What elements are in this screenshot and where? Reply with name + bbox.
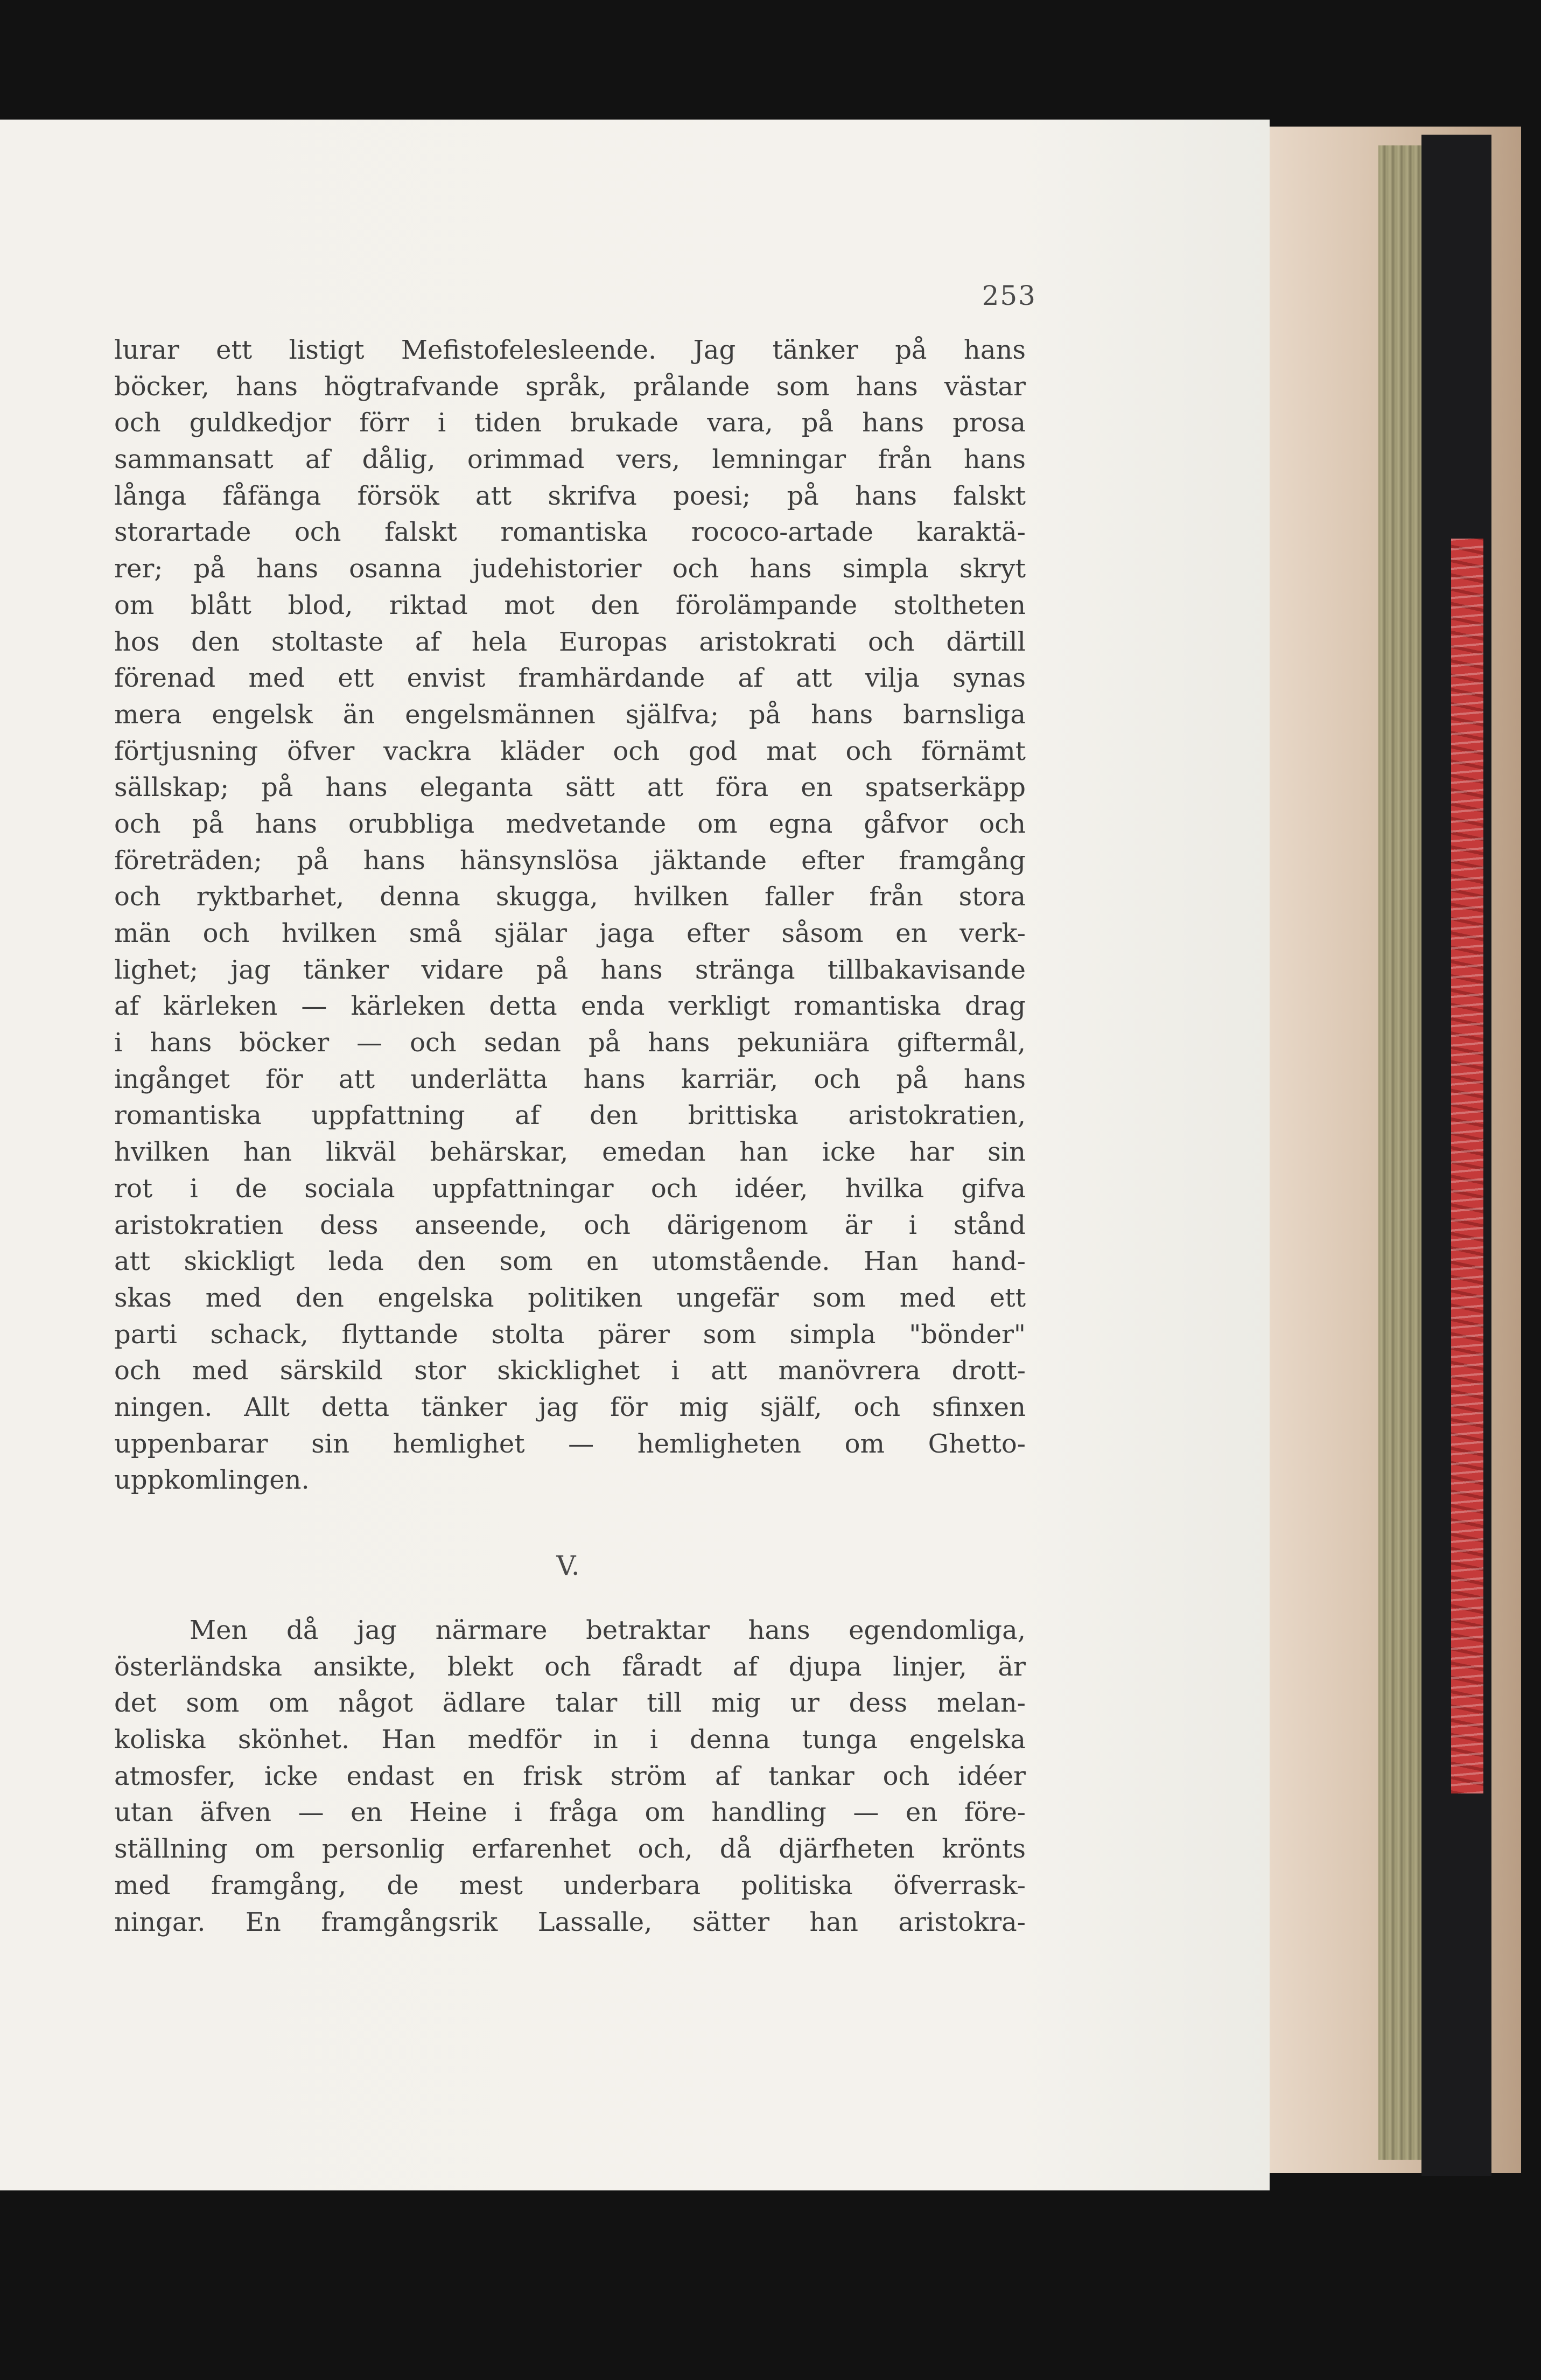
text-line: mera engelsk än engelsmännen själfva; på hans barnsliga xyxy=(114,699,1026,730)
text-line: romantiska uppfattning af den brittiska aristokratien, xyxy=(114,1100,1026,1131)
text-line: hvilken han likväl behärskar, emedan han icke har sin xyxy=(114,1137,1026,1168)
text-line: långa fåfänga försök att skrifva poesi; på hans falskt xyxy=(114,480,1026,511)
text-line: män och hvilken små själar jaga efter såsom en verk- xyxy=(114,918,1026,948)
text-line: att skickligt leda den som en utomstående. Han hand- xyxy=(114,1246,1026,1277)
text-line: parti schack, flyttande stolta pärer som simpla "bönder" xyxy=(114,1319,1026,1350)
text-line: ningen. Allt detta tänker jag för mig själf, och sfinxen xyxy=(114,1392,1026,1422)
text-line: i hans böcker — och sedan på hans pekuniära giftermål, xyxy=(114,1028,1026,1058)
marbled-page-edge xyxy=(1451,539,1483,1793)
text-line: skas med den engelska politiken ungefär som med ett xyxy=(114,1282,1026,1313)
text-line: det som om något ädlare talar till mig ur dess melan- xyxy=(114,1688,1026,1719)
text-line: ningar. En framgångsrik Lassalle, sätter han aristokra- xyxy=(114,1907,1026,1937)
text-line: hos den stoltaste af hela Europas aristokrati och därtill xyxy=(114,626,1026,657)
text-line: och guldkedjor förr i tiden brukade vara, på hans prosa xyxy=(114,408,1026,438)
text-line: och på hans orubbliga medvetande om egna gåfvor och xyxy=(114,808,1026,839)
page-stack-edge xyxy=(1378,145,1421,2160)
text-line: rot i de sociala uppfattningar och idéer, hvilka gifva xyxy=(114,1173,1026,1204)
paragraph-1 xyxy=(114,332,1026,1499)
page-number: 253 xyxy=(982,280,1036,311)
text-line: och ryktbarhet, denna skugga, hvilken faller från stora xyxy=(114,882,1026,912)
text-line: förenad med ett envist framhärdande af att vilja synas xyxy=(114,663,1026,694)
text-line: lurar ett listigt Mefistofelesleende. Jag tänker på hans xyxy=(114,335,1026,365)
text-line: atmosfer, icke endast en frisk ström af tankar och idéer xyxy=(114,1761,1026,1791)
text-line: böcker, hans högtrafvande språk, prålande som hans västar xyxy=(114,371,1026,402)
text-line: sällskap; på hans eleganta sätt att föra en spatserkäpp xyxy=(114,772,1026,803)
text-line: förtjusning öfver vackra kläder och god mat och förnämt xyxy=(114,736,1026,766)
text-line: ingånget för att underlätta hans karriär, och på hans xyxy=(114,1064,1026,1094)
text-line: utan äfven — en Heine i fråga om handling — en före- xyxy=(114,1797,1026,1828)
text-line: ställning om personlig erfarenhet och, då djärfheten krönts xyxy=(114,1834,1026,1865)
text-line: rer; på hans osanna judehistorier och hans simpla skryt xyxy=(114,554,1026,584)
text-line: uppkomlingen. xyxy=(114,1465,310,1496)
section-heading: V. xyxy=(556,1550,580,1581)
text-line: uppenbarar sin hemlighet — hemligheten om Ghetto- xyxy=(114,1428,1026,1459)
text-line: Men då jag närmare betraktar hans egendomliga, xyxy=(190,1615,1026,1645)
text-line: företräden; på hans hänsynslösa jäktande efter framgång xyxy=(114,845,1026,876)
text-line: aristokratien dess anseende, och därigenom är i stånd xyxy=(114,1210,1026,1240)
text-line: storartade och falskt romantiska rococo-artade karaktä- xyxy=(114,517,1026,548)
text-line: koliska skönhet. Han medför in i denna tunga engelska xyxy=(114,1725,1026,1755)
text-line: och med särskild stor skicklighet i att manövrera drott- xyxy=(114,1356,1026,1386)
text-line: af kärleken — kärleken detta enda verkligt romantiska drag xyxy=(114,991,1026,1022)
text-line: om blått blod, riktad mot den förolämpande stoltheten xyxy=(114,590,1026,620)
text-line: lighet; jag tänker vidare på hans stränga tillbakavisande xyxy=(114,954,1026,985)
text-line: med framgång, de mest underbara politiska öfverrask- xyxy=(114,1870,1026,1901)
text-line: sammansatt af dålig, orimmad vers, lemningar från hans xyxy=(114,444,1026,475)
text-line: österländska ansikte, blekt och fåradt af djupa linjer, är xyxy=(114,1651,1026,1682)
paragraph-2 xyxy=(114,1613,1026,1941)
